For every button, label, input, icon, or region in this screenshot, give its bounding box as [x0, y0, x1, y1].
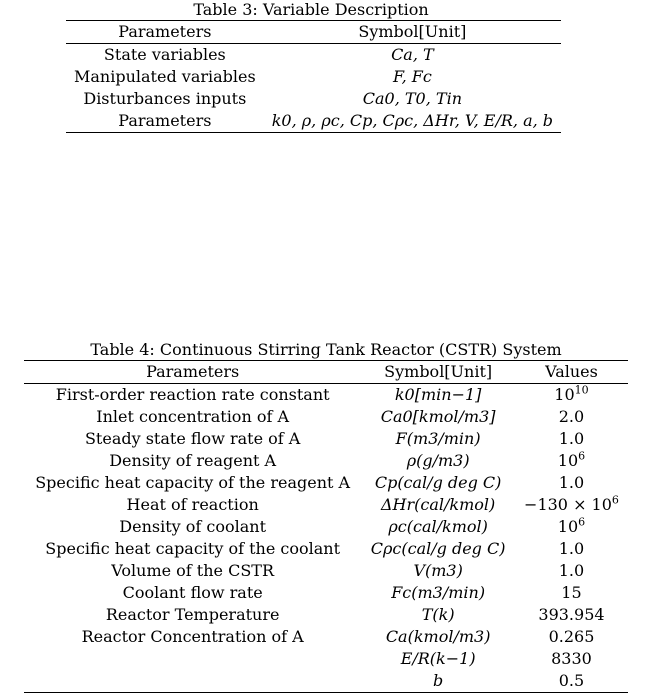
table-3-cell-parameter: State variables	[103, 45, 226, 64]
table-4-cell-parameter: Density of coolant	[119, 517, 267, 536]
table-4-cell-symbol: F(m3/min)	[395, 429, 481, 448]
table-3-grid	[66, 20, 561, 133]
table-4-cell-value: 1.0	[558, 539, 585, 558]
table-4-cell-symbol: Cp(cal/g deg C)	[374, 473, 502, 492]
table-4-row	[24, 384, 628, 407]
table-4-row	[24, 472, 628, 494]
table-4-cell-value: $10^{10}$	[554, 383, 589, 404]
table-4-row	[24, 428, 628, 450]
table-4-cell-parameter: Specific heat capacity of the reagent A	[35, 473, 351, 492]
table-4-cell-value: 8330	[551, 649, 592, 668]
table-4-cell-value: 1.0	[558, 429, 585, 448]
table-3-cell-symbol: Ca0, T0, Tin	[362, 89, 462, 108]
table-4-header-row	[24, 361, 628, 384]
table-3-cell-symbol: k0, ρ, ρc, Cp, Cρc, ΔHr, V, E/R, a, b	[264, 110, 561, 133]
table-4-cell-parameter: Reactor Temperature	[105, 605, 280, 624]
table-4-row	[24, 560, 628, 582]
table-4-cell-value: 0.265	[548, 627, 595, 646]
table-3-row	[66, 110, 561, 133]
table-3-header-symbol: Symbol[Unit]	[264, 21, 561, 44]
table-4-header-values: Values	[515, 361, 628, 384]
table-4-row	[24, 582, 628, 604]
table-4-grid	[24, 360, 628, 693]
table-4-cell-parameter	[24, 670, 361, 693]
table-4-cell-symbol: Ca(kmol/m3)	[385, 627, 491, 646]
table-3	[66, 0, 556, 133]
table-4-row	[24, 516, 628, 538]
table-4-header-parameters: Parameters	[24, 361, 361, 384]
table-4-cell-parameter: Steady state flow rate of A	[84, 429, 301, 448]
table-3-cell-parameter: Manipulated variables	[74, 67, 256, 86]
table-4-cell-symbol: ρ(g/m3)	[406, 451, 470, 470]
table-4-row	[24, 626, 628, 648]
table-4-cell-parameter: Coolant flow rate	[122, 583, 263, 602]
table-4-row	[24, 604, 628, 626]
table-3-cell-symbol: F, Fc	[392, 67, 432, 86]
table-4-body	[24, 384, 628, 693]
table-4-cell-value: 1.0	[558, 561, 585, 580]
table-4-cell-parameter: First-order reaction rate constant	[55, 385, 330, 404]
table-3-body	[66, 44, 561, 133]
table-4-cell-symbol: Cρc(cal/g deg C)	[370, 539, 506, 558]
table-4-cell-parameter	[24, 648, 361, 670]
table-4-cell-symbol: Ca0[kmol/m3]	[380, 407, 496, 426]
table-4-cell-parameter: Density of reagent A	[109, 451, 277, 470]
table-4	[24, 340, 628, 693]
table-3-row	[66, 66, 561, 88]
table-4-cell-value: 1.0	[558, 473, 585, 492]
table-4-header-symbol: Symbol[Unit]	[361, 361, 515, 384]
table-3-row	[66, 88, 561, 110]
table-4-cell-symbol: Fc(m3/min)	[391, 583, 486, 602]
table-4-cell-value: $10^6$	[557, 515, 586, 536]
table-4-cell-symbol: V(m3)	[413, 561, 463, 580]
table-4-cell-value: 2.0	[558, 407, 585, 426]
table-4-cell-parameter: Inlet concentration of A	[96, 407, 290, 426]
table-3-cell-symbol: Ca, T	[391, 45, 434, 64]
table-4-row	[24, 406, 628, 428]
table-4-row	[24, 670, 628, 693]
table-3-header-parameters: Parameters	[66, 21, 264, 44]
table-4-row	[24, 648, 628, 670]
table-4-row	[24, 450, 628, 472]
table-4-cell-value: 15	[561, 583, 582, 602]
table-4-cell-symbol: T(k)	[421, 605, 455, 624]
table-4-row	[24, 494, 628, 516]
table-4-cell-symbol: ρc(cal/kmol)	[388, 517, 488, 536]
table-3-row	[66, 44, 561, 67]
table-3-cell-parameter: Disturbances inputs	[83, 89, 247, 108]
table-4-cell-parameter: Heat of reaction	[126, 495, 259, 514]
table-4-cell-symbol: k0[min−1]	[394, 385, 482, 404]
table-4-cell-parameter: Reactor Concentration of A	[81, 627, 304, 646]
table-3-header-row	[66, 21, 561, 44]
table-4-cell-symbol: ΔHr(cal/kmol)	[381, 495, 496, 514]
table-4-caption: Table 4: Continuous Stirring Tank Reactor (CSTR) System	[90, 340, 562, 359]
table-4-cell-symbol: b	[361, 670, 515, 693]
table-4-cell-parameter: Volume of the CSTR	[111, 561, 275, 580]
table-4-cell-value: 393.954	[538, 605, 605, 624]
table-4-cell-parameter: Specific heat capacity of the coolant	[45, 539, 341, 558]
table-4-cell-value: $-130 \times 10^6$	[524, 493, 619, 514]
table-4-row	[24, 538, 628, 560]
table-4-cell-value: 0.5	[515, 670, 628, 693]
table-3-caption: Table 3: Variable Description	[193, 0, 429, 19]
table-3-cell-parameter: Parameters	[66, 110, 264, 133]
table-4-cell-symbol: E/R(k−1)	[400, 649, 476, 668]
table-4-cell-value: $10^6$	[557, 449, 586, 470]
